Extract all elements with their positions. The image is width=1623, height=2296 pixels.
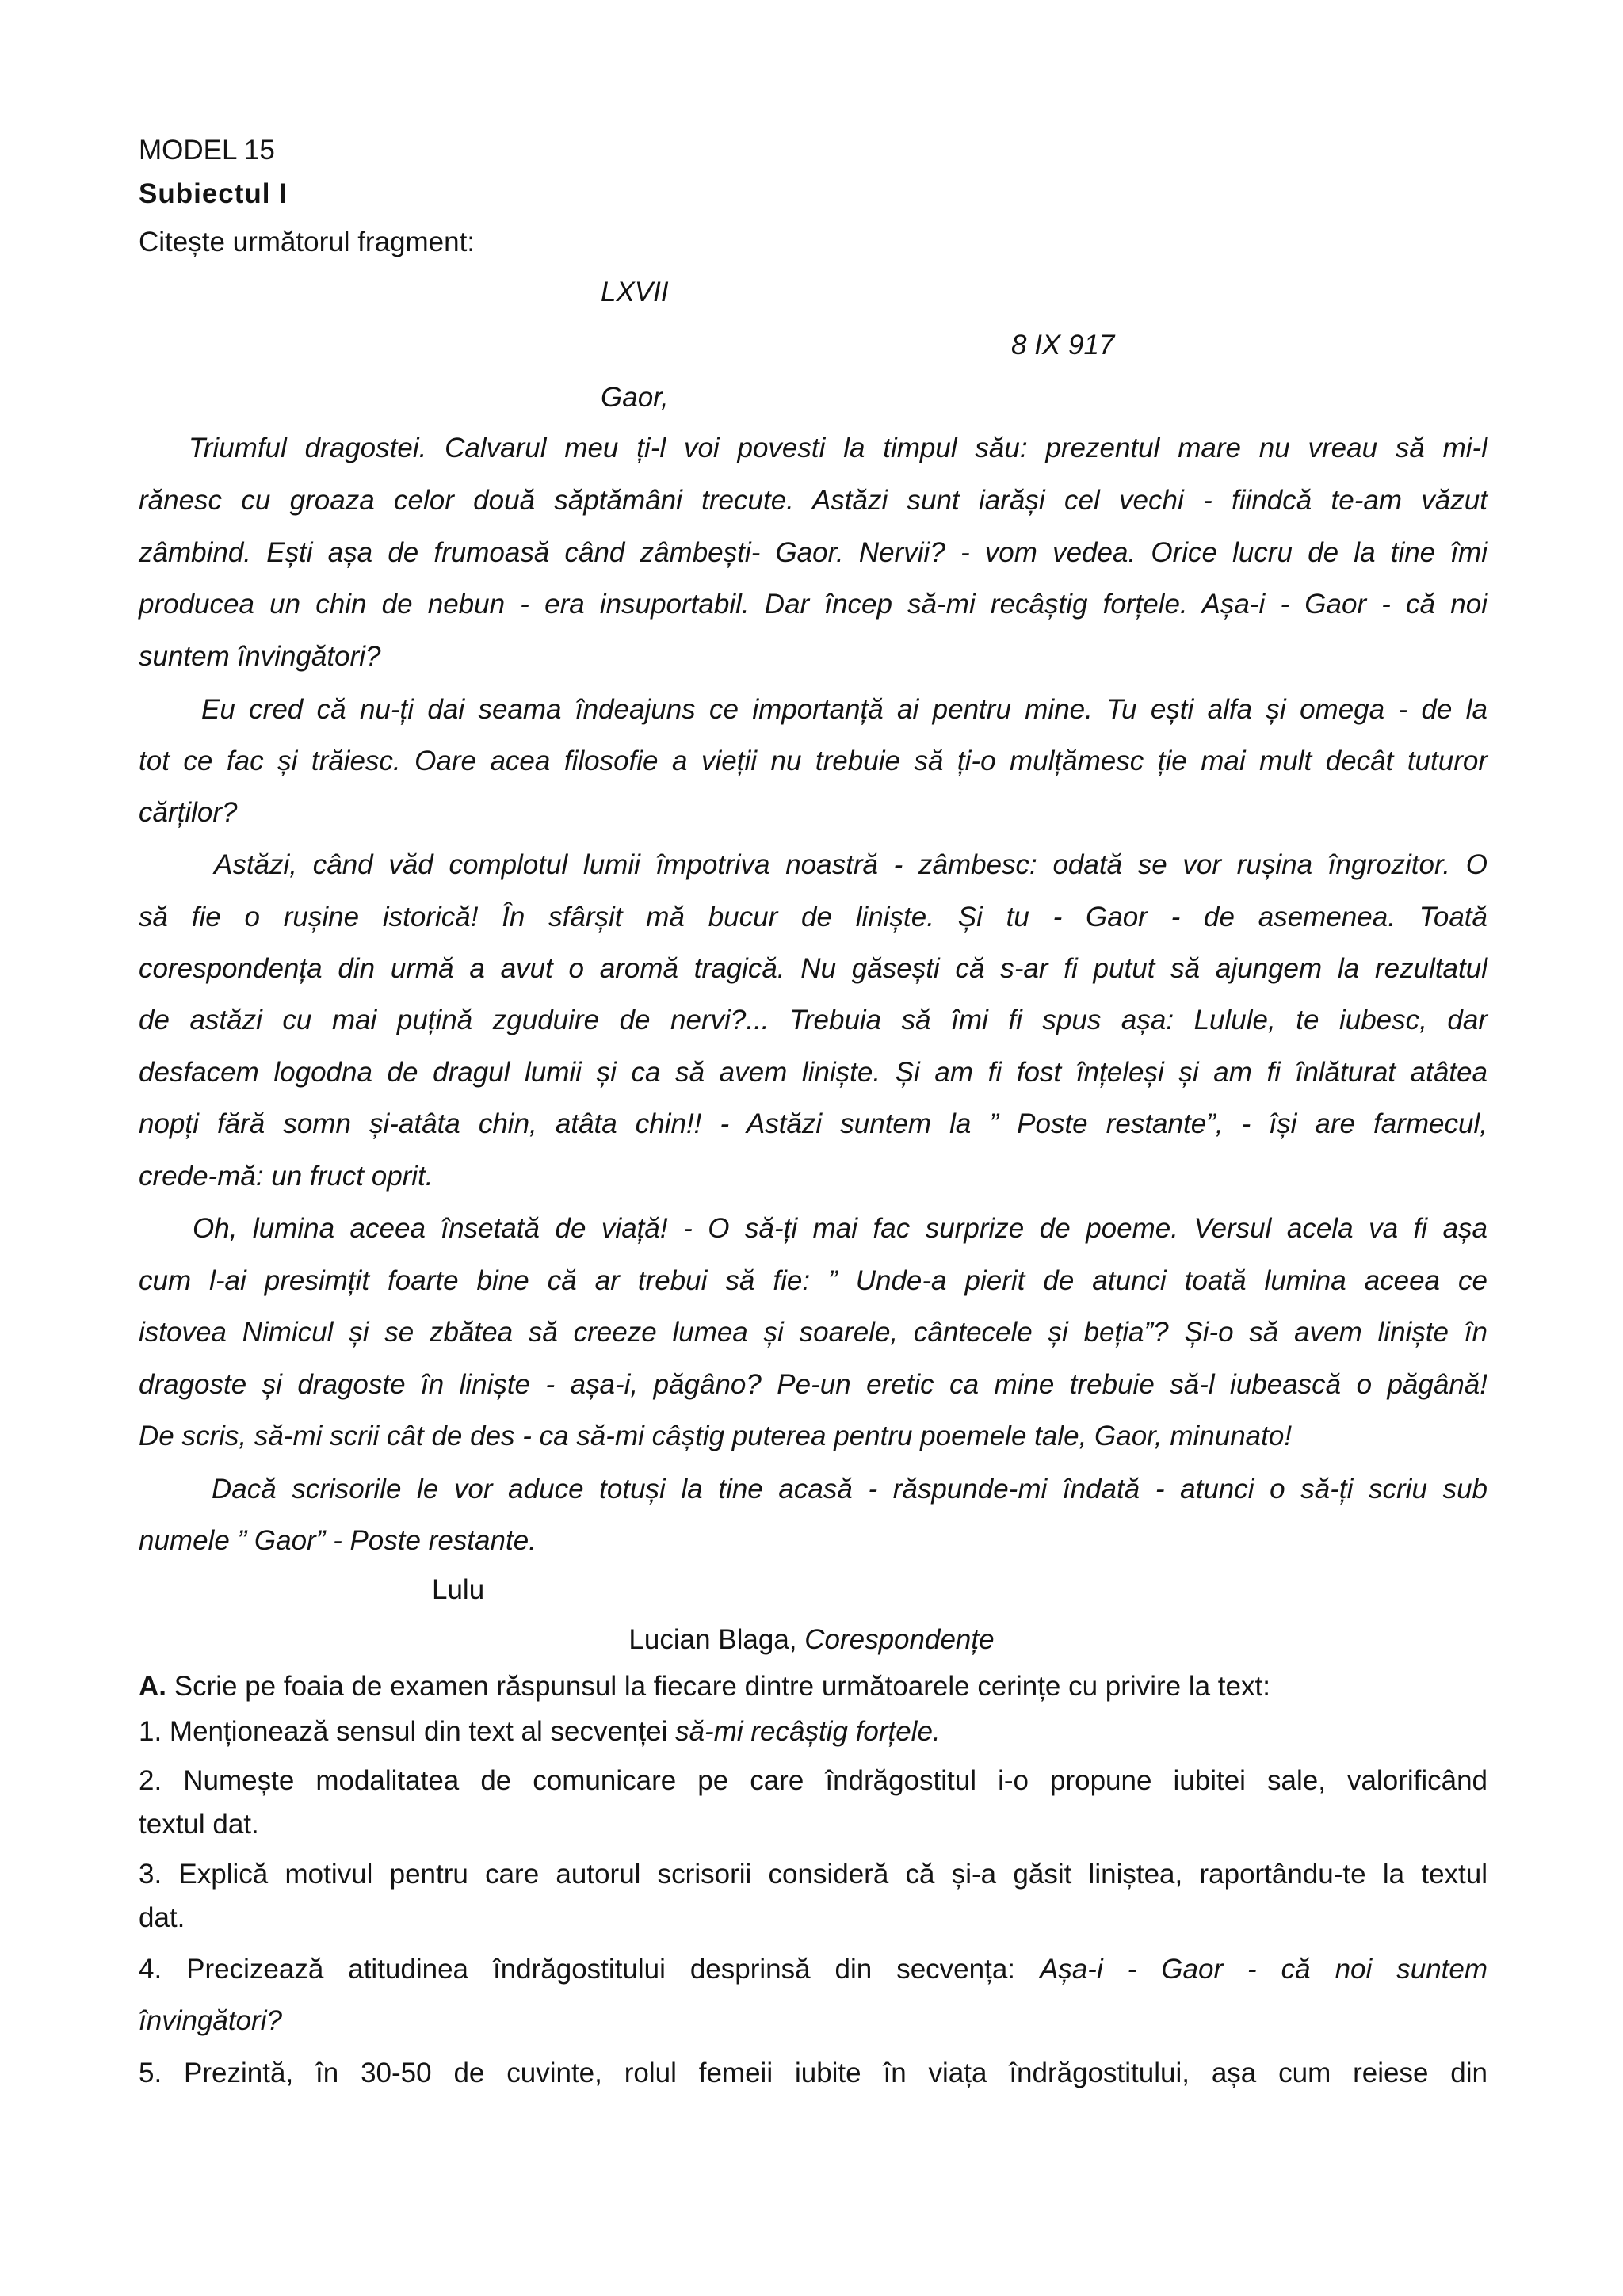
question-5-line1: 5. Prezintă, în 30-50 de cuvinte, rolul femeii iubite în viața îndrăgostitului, așa cum reiese din bbox=[139, 2058, 1487, 2088]
letter-signature: Lulu bbox=[432, 1574, 485, 1605]
question-2-line2: textul dat. bbox=[139, 1809, 259, 1840]
question-1 bbox=[139, 1712, 941, 1752]
reading-instruction: Citește următorul fragment: bbox=[139, 227, 475, 257]
question-3-line1: 3. Explică motivul pentru care autorul scrisorii consideră că și-a găsit liniștea, raportându-te la textul bbox=[139, 1859, 1487, 1890]
question-4-line2: învingători? bbox=[139, 2005, 282, 2036]
question-1-quote: să-mi recâștig forțele. bbox=[675, 1716, 941, 1747]
letter-p5-line1: Dacă scrisorile le vor aduce totuși la tine acasă - răspunde-mi îndată - atunci o să-ți scriu sub bbox=[212, 1474, 1487, 1505]
letter-p3-line2: să fie o rușine istorică! În sfârșit mă bucur de liniște. Și tu - Gaor - de asemenea. Toată bbox=[139, 902, 1487, 933]
letter-p1-line4: producea un chin de nebun - era insuportabil. Dar încep să-mi recâștig forțele. Așa-i - Gaor - că noi bbox=[139, 589, 1487, 620]
letter-p1-line2: rănesc cu groaza celor două săptămâni trecute. Astăzi sunt iarăși cel vechi - fiindcă te-am văzut bbox=[139, 485, 1487, 516]
letter-p3-line6: nopți fără somn și-atâta chin, atâta chin!! - Astăzi suntem la ” Poste restante”, - își are farmecul, bbox=[139, 1108, 1487, 1139]
section-a-label: A. bbox=[139, 1671, 166, 1702]
letter-date: 8 IX 917 bbox=[1011, 330, 1115, 360]
letter-p4-line1: Oh, lumina aceea însetată de viață! - O să-ți mai fac surprize de poeme. Versul acela va fi așa bbox=[193, 1213, 1487, 1244]
letter-p4-line5: De scris, să-mi scrii cât de des - ca să-mi câștig puterea pentru poemele tale, Gaor, minunato! bbox=[139, 1421, 1293, 1451]
question-4-line1 bbox=[139, 1950, 1487, 1989]
letter-p2-line2: tot ce fac și trăiesc. Oare acea filosofie a vieții nu trebuie să ți-o mulțămesc ție mai mult decât tuturor bbox=[139, 746, 1487, 776]
section-a-intro bbox=[139, 1667, 1270, 1707]
letter-p3-line3: corespondența din urmă a avut o aromă tragică. Nu găsești că s-ar fi putut să ajungem la rezultatul bbox=[139, 953, 1487, 984]
letter-salutation: Gaor, bbox=[601, 382, 669, 413]
source-title: Corespondențe bbox=[804, 1624, 995, 1655]
letter-p2-line3: cărților? bbox=[139, 797, 238, 828]
letter-p5-line2: numele ” Gaor” - Poste restante. bbox=[139, 1525, 537, 1556]
section-a-intro-text: Scrie pe foaia de examen răspunsul la fiecare dintre următoarele cerințe cu privire la text: bbox=[166, 1671, 1270, 1702]
question-2-line1: 2. Numește modalitatea de comunicare pe care îndrăgostitul i-o propune iubitei sale, valorificând bbox=[139, 1765, 1487, 1796]
letter-p3-line1: Astăzi, când văd complotul lumii împotriva noastră - zâmbesc: odată se vor rușina îngrozitor. O bbox=[214, 849, 1487, 880]
question-1-text: 1. Menționează sensul din text al secvenței bbox=[139, 1716, 676, 1747]
source-author: Lucian Blaga, bbox=[628, 1624, 805, 1655]
question-4-text: 4. Precizează atitudinea îndrăgostitului desprinsă din secvența: bbox=[139, 1954, 1040, 1985]
letter-number: LXVII bbox=[601, 277, 669, 307]
letter-p3-line5: desfacem logodna de dragul lumii și ca să avem liniște. Și am fi fost înțeleși și am fi înlăturat atâtea bbox=[139, 1057, 1487, 1088]
letter-p2-line1: Eu cred că nu-ți dai seama îndeajuns ce importanță ai pentru mine. Tu ești alfa și omega - de la bbox=[201, 694, 1487, 725]
letter-p4-line4: dragoste și dragoste în liniște - așa-i, păgâno? Pe-un eretic ca mine trebuie să-l iubească o păgână! bbox=[139, 1369, 1487, 1400]
letter-p3-line4: de astăzi cu mai puțină zguduire de nervi?... Trebuia să îmi fi spus așa: Lulule, te iubesc, dar bbox=[139, 1005, 1487, 1035]
model-number: MODEL 15 bbox=[139, 135, 275, 166]
question-3-line2: dat. bbox=[139, 1902, 185, 1933]
letter-p4-line2: cum l-ai presimțit foarte bine că ar trebui să fie: ” Unde-a pierit de atunci toată lumina aceea ce bbox=[139, 1265, 1487, 1296]
letter-p1-line3: zâmbind. Ești așa de frumoasă când zâmbești- Gaor. Nervii? - vom vedea. Orice lucru de la tine îmi bbox=[139, 537, 1487, 568]
subject-title: Subiectul I bbox=[139, 178, 288, 209]
letter-p3-line7: crede-mă: un fruct oprit. bbox=[139, 1161, 433, 1192]
letter-p4-line3: istovea Nimicul și se zbătea să creeze lumea și soarele, cântecele și beția”? Și-o să avem liniște în bbox=[139, 1317, 1487, 1348]
letter-p1-line1: Triumful dragostei. Calvarul meu ți-l voi povesti la timpul său: prezentul mare nu vreau să mi-l bbox=[189, 433, 1487, 463]
letter-p1-line5: suntem învingători? bbox=[139, 641, 381, 672]
source-citation bbox=[0, 1620, 1623, 1660]
question-4-quote: Așa-i - Gaor - că noi suntem bbox=[1039, 1954, 1488, 1985]
